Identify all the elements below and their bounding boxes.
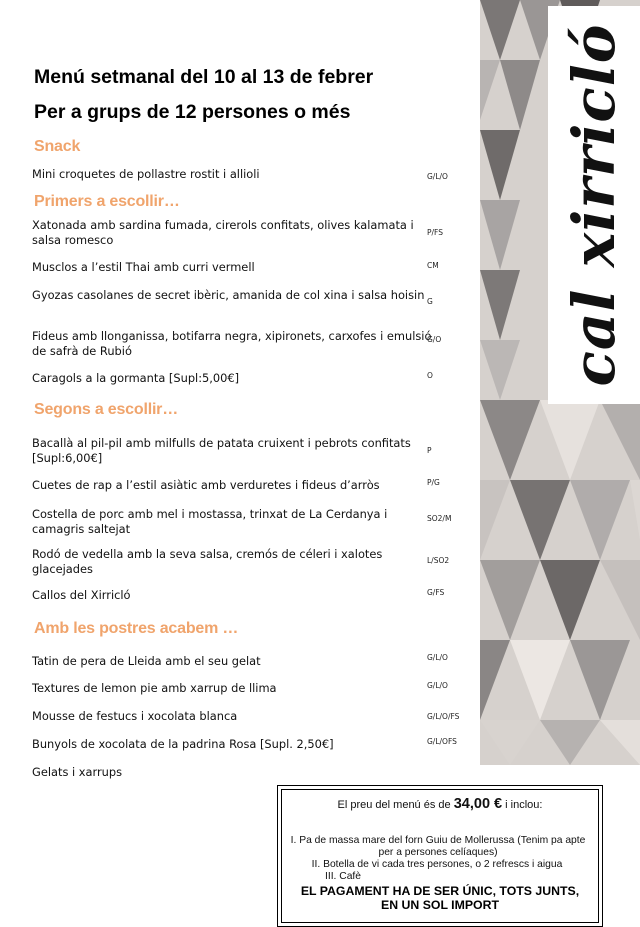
payment-note-line2: EN UN SOL IMPORT: [381, 898, 499, 912]
menu-item: [32, 765, 432, 780]
price-info-inner: [281, 789, 599, 923]
allergen-code: L/SO2: [427, 556, 450, 565]
menu-item-text: Callos del Xirricló: [32, 588, 131, 602]
allergen-code: G/O: [427, 335, 442, 344]
section-heading-snack: Snack: [34, 138, 81, 155]
allergen-code: G/L/O/FS: [427, 712, 460, 721]
menu-item-text: Bacallà al pil-pil amb milfulls de patata cruixent i pebrots confitats [Supl:6,00€]: [32, 436, 411, 465]
menu-item: [32, 478, 432, 493]
price-info-box: [277, 785, 603, 927]
allergen-code: P: [427, 446, 432, 455]
menu-item: [32, 709, 432, 724]
menu-item-text: Fideus amb llonganissa, botifarra negra, xipironets, carxofes i emulsió de safrà de Rubió: [32, 329, 432, 358]
allergen-code: G/L/O: [427, 681, 448, 690]
menu-item: [32, 167, 432, 182]
allergen-code: P/G: [427, 478, 440, 487]
restaurant-logo: [548, 6, 640, 404]
menu-item-text: Tatin de pera de Lleida amb el seu gelat: [32, 654, 261, 668]
menu-item: [32, 218, 432, 248]
section-heading-postres: Amb les postres acabem …: [34, 620, 239, 637]
menu-item: [32, 260, 432, 275]
price-tail: i inclou:: [505, 799, 543, 811]
price-lead: El preu del menú és de: [337, 799, 451, 811]
menu-item: [32, 588, 432, 603]
allergen-code: G/L/O: [427, 653, 448, 662]
payment-note-line1: EL PAGAMENT HA DE SER ÚNIC, TOTS JUNTS,: [300, 884, 580, 898]
menu-item-text: Rodó de vedella amb la seva salsa, cremós de céleri i xalotes glacejades: [32, 547, 383, 576]
allergen-code: G/L/O: [427, 172, 448, 181]
allergen-code: O: [427, 371, 433, 380]
menu-item: [32, 654, 432, 669]
menu-item-text: Musclos a l’estil Thai amb curri vermell: [32, 260, 255, 274]
menu-item: [32, 371, 432, 386]
include-item: I. Pa de massa mare del forn Guiu de Mollerussa (Tenim pa apte per a persones celíaques): [290, 835, 586, 858]
allergen-code: P/FS: [427, 228, 443, 237]
menu-item: [32, 288, 432, 303]
menu-item: [32, 507, 432, 537]
menu-item: [32, 737, 432, 752]
menu-item: [32, 436, 432, 466]
price-amount: 34,00 €: [453, 796, 503, 812]
logo-text: cal xirricló: [560, 23, 628, 387]
allergen-code: G/FS: [427, 588, 445, 597]
menu-item-text: Gyozas casolanes de secret ibèric, amanida de col xina i salsa hoisin: [32, 288, 425, 302]
menu-item-text: Mousse de festucs i xocolata blanca: [32, 709, 238, 723]
menu-subtitle: Per a grups de 12 persones o més: [34, 101, 351, 123]
menu-item: [32, 329, 432, 359]
include-item: III. Cafè: [324, 871, 362, 882]
section-heading-primers: Primers a escollir…: [34, 193, 180, 210]
price-line: [282, 796, 598, 812]
menu-item-text: Mini croquetes de pollastre rostit i allioli: [32, 167, 260, 181]
menu-item-text: Xatonada amb sardina fumada, cirerols confitats, olives kalamata i salsa romesco: [32, 218, 414, 247]
allergen-code: G: [427, 297, 433, 306]
menu-item: [32, 681, 432, 696]
menu-item-text: Costella de porc amb mel i mostassa, trinxat de La Cerdanya i camagris saltejat: [32, 507, 388, 536]
include-item: II. Botella de vi cada tres persones, o 2 refrescs i aigua: [311, 859, 563, 870]
menu-item-text: Cuetes de rap a l’estil asiàtic amb verduretes i fideus d’arròs: [32, 478, 380, 492]
menu-item-text: Textures de lemon pie amb xarrup de llima: [32, 681, 277, 695]
menu-item-text: Gelats i xarrups: [32, 765, 123, 779]
menu-item-text: Bunyols de xocolata de la padrina Rosa [Supl. 2,50€]: [32, 737, 334, 751]
section-heading-segons: Segons a escollir…: [34, 401, 179, 418]
menu-title: Menú setmanal del 10 al 13 de febrer: [34, 66, 374, 88]
menu-item: [32, 547, 432, 577]
allergen-code: CM: [427, 261, 439, 270]
allergen-code: G/L/OFS: [427, 737, 457, 746]
menu-item-text: Caragols a la gormanta [Supl:5,00€]: [32, 371, 240, 385]
allergen-code: SO2/M: [427, 514, 452, 523]
